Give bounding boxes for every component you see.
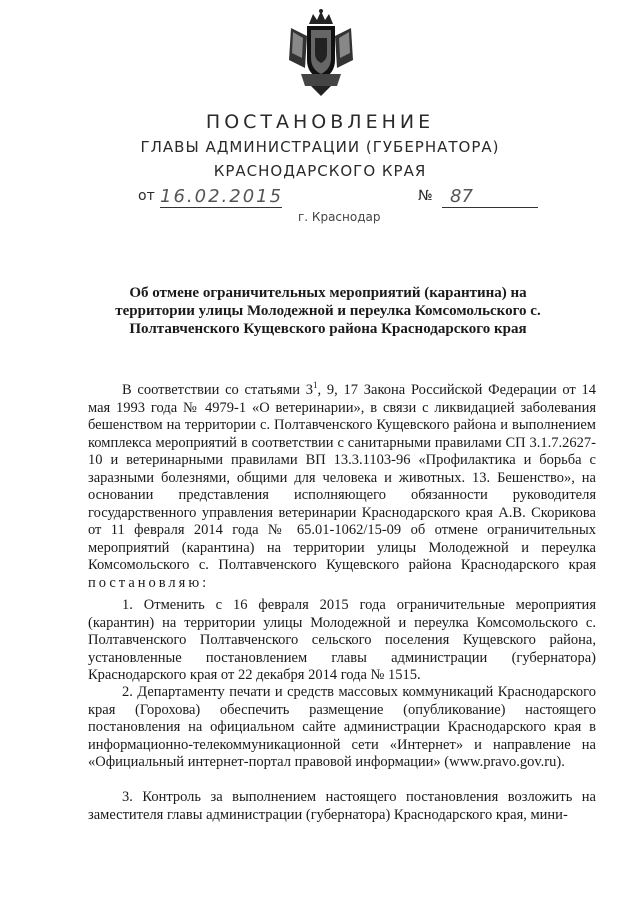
preamble-superscript: 1	[313, 380, 318, 391]
issuer-line-1: ГЛАВЫ АДМИНИСТРАЦИИ (ГУБЕРНАТОРА)	[140, 138, 500, 156]
number-label: №	[418, 188, 433, 204]
decree-word: постановляю:	[88, 574, 210, 591]
document-subject-title: Об отмене ограничительных мероприятий (карантина) на территории улицы Молодежной и переулка Комсомольского с. Полтавченского Кущевского района Краснодарского края	[115, 285, 541, 337]
date-label: от	[138, 188, 155, 204]
preamble-text-a: В соответствии со статьями 3	[122, 382, 314, 398]
number-value: 87	[442, 186, 538, 208]
preamble-text-b: , 9, 17 Закона Российской Федерации от 14 мая 1993 года № 4979-1 «О ветеринарии», в связи с ликвидацией заболевания бешенством на территории с. Полтавченского Кущевского района и выполнением комплекса мероприятий в соответствии с санитарными правилами СП 3.1.7.2627-10 и ветеринарными правилами ВП 13.3.1103-96 «Профилактика и борьба с заразными болезнями, общими для человека и животных. 13. Бешенство», на основании представления исполняющего обязанности руководителя государственного управления ветеринарии Краснодарского края А.В. Скорикова от 11 февраля 2014 года № 65.01-1062/15-09 об отмене ограничительных мероприятий (карантина) на территории улицы Молодежной и переулка Комсомольского с. Полтавченского Кущевского района Краснодарского края	[88, 382, 596, 573]
decree-item-2: 2. Департаменту печати и средств массовых коммуникаций Краснодарского края (Горохова) обеспечить размещение (опубликование) настоящего постановления на официальном сайте администрации Краснодарского края в информационно-телекоммуникационной сети «Интернет» и направление на «Официальный интернет-портал правовой информации» (www.pravo.gov.ru).	[88, 684, 596, 770]
city-label: г. Краснодар	[298, 210, 381, 224]
decree-item-1: 1. Отменить с 16 февраля 2015 года ограничительные мероприятия (карантин) на территории улицы Молодежной и переулка Комсомольского с. Полтавченского Полтавченского сельского поселения Кущевского района, установленные постановлением главы администрации (губернатора) Краснодарского края от 22 декабря 2014 года № 1515.	[88, 597, 596, 683]
coat-of-arms-icon	[287, 8, 355, 96]
decree-item-3: 3. Контроль за выполнением настоящего постановления возложить на заместителя главы администрации (губернатора) Краснодарского края, мини-	[88, 789, 596, 823]
preamble-paragraph	[88, 382, 596, 592]
document-type-title: ПОСТАНОВЛЕНИЕ	[205, 111, 435, 133]
date-value: 16.02.2015	[160, 186, 284, 207]
issuer-line-2: КРАСНОДАРСКОГО КРАЯ	[213, 162, 427, 180]
